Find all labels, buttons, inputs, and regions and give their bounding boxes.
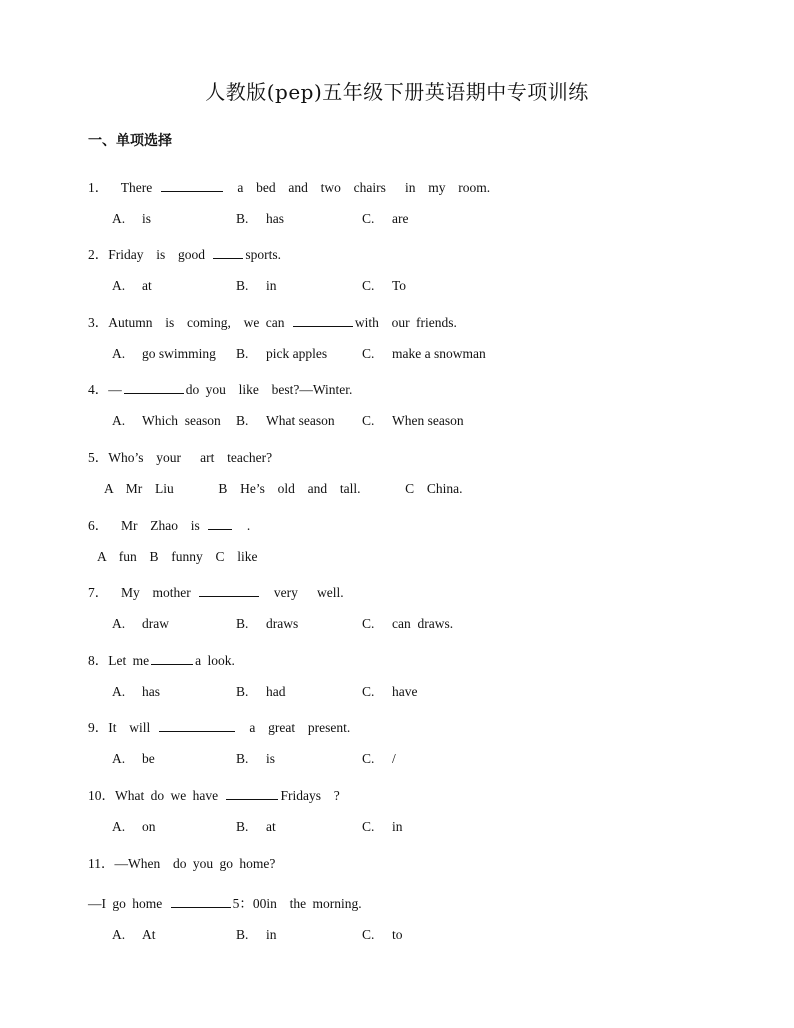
option-a[interactable]: A. is [112,211,152,226]
question-2: 2．Friday is good sports. [88,247,282,262]
option-a[interactable]: A. be [112,751,155,766]
option-c[interactable]: C. / [362,751,396,766]
option-c[interactable]: C. can draws. [362,616,454,631]
question-8: 8．Let me a look. [88,653,235,668]
option-c[interactable]: C. When season [362,413,464,428]
option-a[interactable]: A. Which season [112,413,221,428]
question-7: 7． My mother very well. [88,585,344,600]
option-a[interactable]: A. at [112,278,152,293]
question-11: 11．—When do you go home? [88,856,276,871]
option-b[interactable]: B. had [236,684,286,699]
question-4: 4．— do you like best?—Winter. [88,382,353,397]
option-b[interactable]: B. in [236,927,277,942]
option-a[interactable]: A. At [112,927,156,942]
question-10: 10．What do we have Fridays ? [88,788,340,803]
option-c[interactable]: C. are [362,211,409,226]
option-c[interactable]: C. to [362,927,403,942]
question-6-options: A fun B funny C like [97,549,258,564]
option-b[interactable]: B. is [236,751,276,766]
question-5-options: A Mr Liu B He’s old and tall. C China. [104,481,463,496]
option-c[interactable]: C. have [362,684,418,699]
option-a[interactable]: A. has [112,684,160,699]
answer-blank[interactable] [213,246,243,259]
option-b[interactable]: B. pick apples [236,346,328,361]
option-b[interactable]: B. What season [236,413,335,428]
option-c[interactable]: C. in [362,819,403,834]
question-6: 6． Mr Zhao is . [88,518,251,533]
question-1: 1． There a bed and two chairs in my room. [88,180,491,195]
question-9: 9．It will a great present. [88,720,351,735]
answer-blank[interactable] [159,719,235,732]
answer-blank[interactable] [171,895,231,908]
option-a[interactable]: A. draw [112,616,169,631]
section-heading: 一、单项选择 [88,133,172,149]
option-a[interactable]: A. go swimming [112,346,216,361]
question-3: 3．Autumn is coming, we can with our friends. [88,315,457,330]
option-b[interactable]: B. in [236,278,277,293]
page-title: 人教版(pep)五年级下册英语期中专项训练 [205,80,589,104]
option-c[interactable]: C. To [362,278,407,293]
option-b[interactable]: B. at [236,819,276,834]
option-a[interactable]: A. on [112,819,156,834]
answer-blank[interactable] [124,381,184,394]
question-11-answer-line: —I go home 5：00in the morning. [88,896,362,911]
option-b[interactable]: B. draws [236,616,299,631]
question-5: 5．Who’s your art teacher? [88,450,273,465]
option-c[interactable]: C. make a snowman [362,346,486,361]
answer-blank[interactable] [208,517,232,530]
answer-blank[interactable] [161,179,223,192]
answer-blank[interactable] [226,787,278,800]
answer-blank[interactable] [151,652,193,665]
answer-blank[interactable] [293,314,353,327]
answer-blank[interactable] [199,584,259,597]
option-b[interactable]: B. has [236,211,284,226]
question-11-options [112,927,403,1007]
